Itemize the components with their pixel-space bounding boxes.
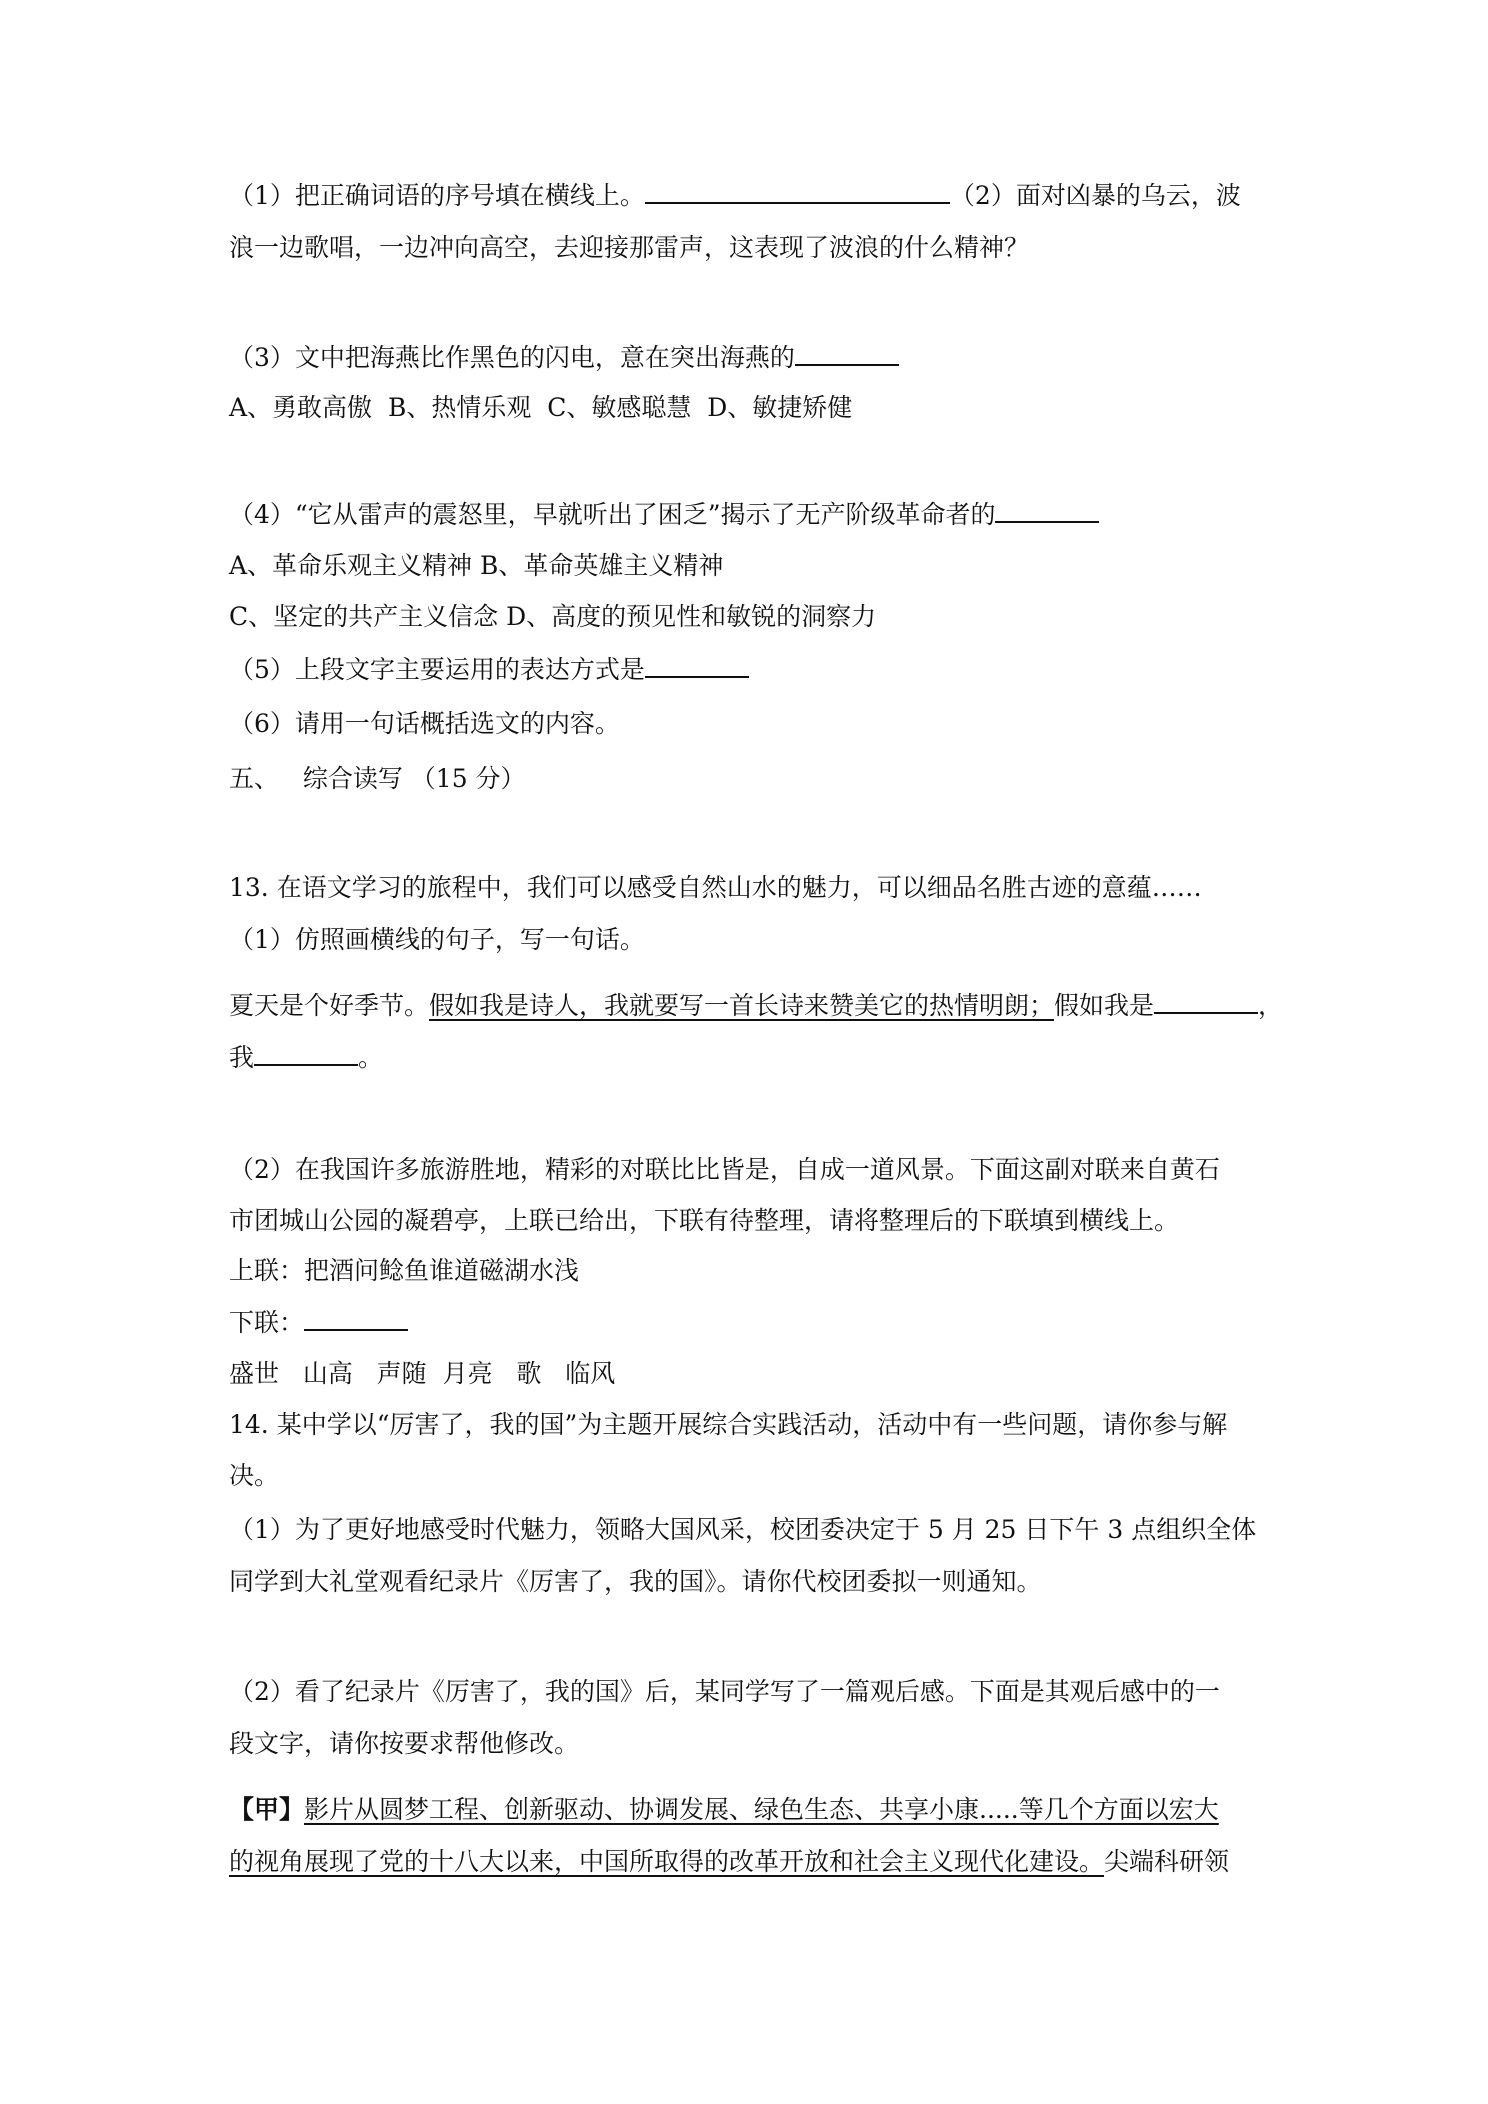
q12-sub1-text: （1）把正确词语的序号填在横线上。	[229, 181, 645, 210]
answer-blank[interactable]	[795, 340, 899, 366]
q13-sub2-line2: 市团城山公园的凝碧亭，上联已给出，下联有待整理，请将整理后的下联填到横线上。	[229, 1206, 1180, 1235]
q12-sub3-line	[229, 340, 899, 376]
q13-sub2-line1: （2）在我国许多旅游胜地，精彩的对联比比皆是，自成一道风景。下面这副对联来自黄石	[229, 1155, 1220, 1184]
q12-sub3-options: A、勇敢高傲 B、热情乐观 C、敏感聪慧 D、敏捷矫健	[229, 393, 853, 422]
q12-sub2-text: （2）面对凶暴的乌云，波	[949, 181, 1241, 210]
couplet-lower-label: 下联：	[229, 1308, 305, 1337]
q12-sub4-options1: A、革命乐观主义精神 B、革命英雄主义精神	[229, 551, 724, 580]
q13-intro: 13. 在语文学习的旅程中，我们可以感受自然山水的魅力，可以细品名胜古迹的意蕴……	[229, 873, 1202, 902]
couplet-upper: 上联：把酒问鲶鱼谁道磁湖水浅	[229, 1256, 580, 1285]
passage-jia-line1	[229, 1792, 1219, 1828]
q14-sub1-line2: 同学到大礼堂观看纪录片《厉害了，我的国》。请你代校团委拟一则通知。	[229, 1567, 1042, 1596]
answer-blank[interactable]	[254, 1040, 358, 1066]
passage-jia-tail: 尖端科研领	[1104, 1847, 1230, 1876]
answer-blank[interactable]	[645, 652, 749, 678]
q13-line2-suffix: 。	[358, 1043, 384, 1072]
q12-sub4-options2: C、坚定的共产主义信念 D、高度的预见性和敏锐的洞察力	[229, 602, 877, 631]
answer-blank[interactable]	[645, 178, 950, 204]
q12-sub1-line	[229, 178, 1241, 214]
q13-sub1: （1）仿照画横线的句子，写一句话。	[229, 925, 645, 954]
q13-example-line	[229, 988, 1283, 1024]
couplet-lower-line	[229, 1305, 408, 1341]
section-heading: 五、 综合读写 （15 分）	[229, 764, 526, 793]
q12-sub4-line	[229, 497, 1099, 533]
q13-example-suffix: 假如我是	[1054, 991, 1155, 1020]
q14-sub2-line1: （2）看了纪录片《厉害了，我的国》后，某同学写了一篇观后感。下面是其观后感中的一	[229, 1677, 1220, 1706]
q14-intro-line1: 14. 某中学以“厉害了，我的国”为主题开展综合实践活动，活动中有一些问题，请你参与解	[229, 1410, 1228, 1439]
passage-jia-label: 【甲】	[229, 1795, 305, 1824]
answer-blank[interactable]	[995, 497, 1099, 523]
q12-sub5-line	[229, 652, 749, 688]
answer-blank[interactable]	[304, 1305, 408, 1331]
q14-sub2-line2: 段文字，请你按要求帮他修改。	[229, 1729, 580, 1758]
q12-sub3-text: （3）文中把海燕比作黑色的闪电，意在突出海燕的	[229, 343, 795, 372]
q13-example-underlined: 假如我是诗人，我就要写一首长诗来赞美它的热情明朗；	[429, 991, 1055, 1020]
passage-jia-underlined1: 影片从圆梦工程、创新驱动、协调发展、绿色生态、共享小康.....等几个方面以宏大	[304, 1795, 1219, 1824]
answer-blank[interactable]	[1154, 988, 1258, 1014]
q13-example-line2	[229, 1040, 383, 1076]
passage-jia-underlined2: 的视角展现了党的十八大以来，中国所取得的改革开放和社会主义现代化建设。	[229, 1847, 1105, 1876]
q12-sub4-text: （4）“它从雷声的震怒里，早就听出了困乏”揭示了无产阶级革命者的	[229, 500, 996, 529]
q12-sub5-text: （5）上段文字主要运用的表达方式是	[229, 655, 645, 684]
couplet-words: 盛世 山高 声随 月亮 歌 临风	[229, 1359, 616, 1388]
comma: ，	[1258, 991, 1284, 1020]
q14-intro-line2: 决。	[229, 1461, 280, 1490]
q14-sub1-line1: （1）为了更好地感受时代魅力，领略大国风采，校团委决定于 5 月 25 日下午 3 点组织全体	[229, 1515, 1257, 1544]
q13-example-prefix: 夏天是个好季节。	[229, 991, 430, 1020]
q12-sub6-line: （6）请用一句话概括选文的内容。	[229, 709, 620, 738]
passage-jia-line2	[229, 1844, 1229, 1880]
q13-line2-prefix: 我	[229, 1043, 255, 1072]
q12-sub2-line2: 浪一边歌唱，一边冲向高空，去迎接那雷声，这表现了波浪的什么精神？	[229, 233, 1030, 262]
